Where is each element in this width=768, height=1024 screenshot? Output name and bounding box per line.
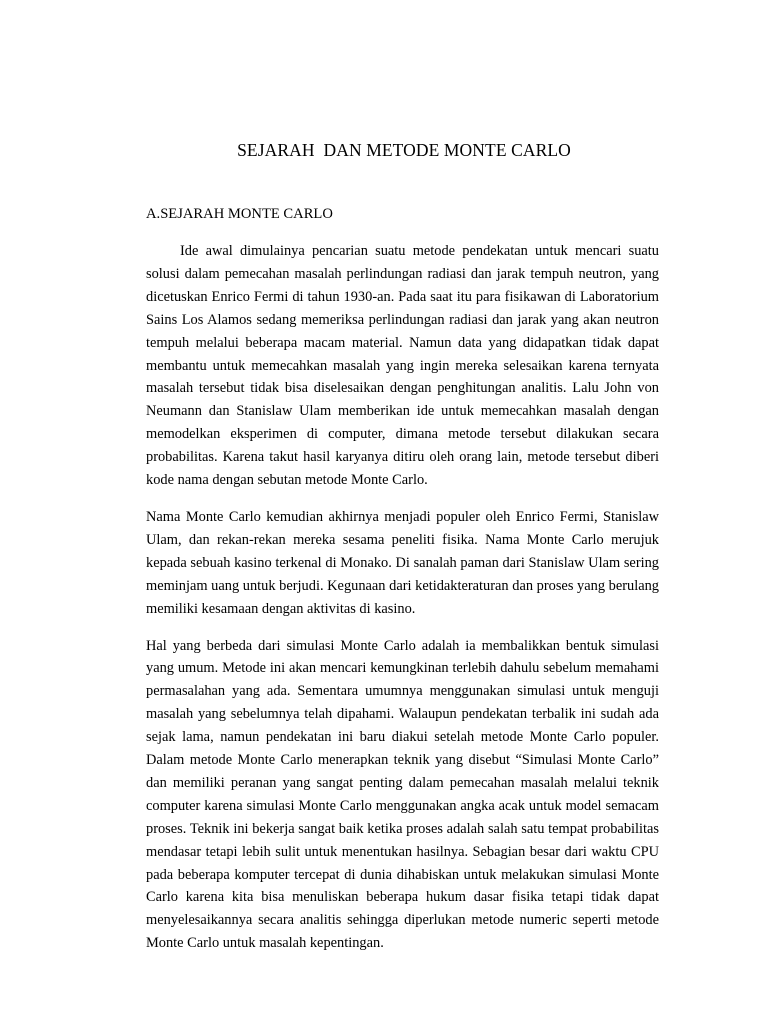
paragraph-2: Nama Monte Carlo kemudian akhirnya menjadi populer oleh Enrico Fermi, Stanislaw Ulam, dan rekan-rekan mereka sesama peneliti fisika. Nama Monte Carlo merujuk kepada sebuah kasino terkenal di Monako. Di sanalah paman dari Stanislaw Ulam sering meminjam uang untuk berjudi. Kegunaan dari ketidakteraturan dan proses yang berulang memiliki kesamaan dengan aktivitas di kasino. xyxy=(146,508,659,617)
paragraph-1: Ide awal dimulainya pencarian suatu metode pendekatan untuk mencari suatu solusi dalam pemecahan masalah perlindungan radiasi dan jarak tempuh neutron, yang dicetuskan Enrico Fermi di tahun 1930-an. Pada saat itu para fisikawan di Laboratorium Sains Los Alamos sedang memeriksa perlindungan radiasi dan jarak yang akan neutron tempuh melalui beberapa macam material. Namun data yang didapatkan tidak dapat membantu untuk memecahkan masalah yang ingin mereka selesaikan karena ternyata masalah tersebut tidak bisa diselesaikan dengan penghitungan analitis. Lalu John von Neumann dan Stanislaw Ulam memberikan ide untuk memecahkan masalah dengan memodelkan eksperimen di computer, dimana metode tersebut dilakukan secara probabilitas. Karena takut hasil karyanya ditiru oleh orang lain, metode tersebut diberi kode nama dengan sebutan metode Monte Carlo. xyxy=(146,243,659,489)
paragraph-3: Hal yang berbeda dari simulasi Monte Carlo adalah ia membalikkan bentuk simulasi yang umum. Metode ini akan mencari kemungkinan terlebih dahulu sebelum memahami permasalahan yang ada. Sementara umumnya menggunakan simulasi untuk menguji masalah yang sebelumnya telah dipahami. Walaupun pendekatan terbalik ini sudah ada sejak lama, namun pendekatan ini baru diakui setelah metode Monte Carlo populer. Dalam metode Monte Carlo menerapkan teknik yang disebut “Simulasi Monte Carlo” dan memiliki peranan yang sangat penting dalam pemecahan masalah melalui teknik computer karena simulasi Monte Carlo menggunakan angka acak untuk model semacam proses. Teknik ini bekerja sangat baik ketika proses adalah salah satu tempat probabilitas mendasar tetapi lebih sulit untuk menentukan hasilnya. Sebagian besar dari waktu CPU pada beberapa komputer tercepat di dunia dihabiskan untuk melakukan simulasi Monte Carlo karena kita bisa menuliskan beberapa hukum dasar fisika tetapi tidak dapat menyelesaikannya secara analitis sehingga diperlukan metode numeric seperti metode Monte Carlo untuk masalah kepentingan. xyxy=(146,637,659,952)
page-title: SEJARAH DAN METODE MONTE CARLO xyxy=(237,140,571,160)
section-heading: A.SEJARAH MONTE CARLO xyxy=(146,206,333,222)
body-text xyxy=(146,240,659,969)
